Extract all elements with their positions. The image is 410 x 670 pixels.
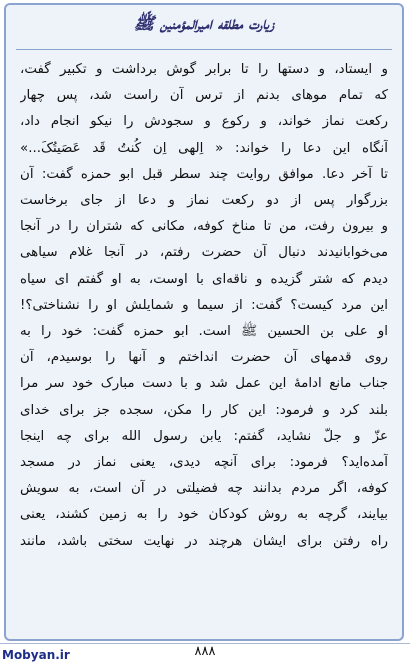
text-line: بیایند، گرچه به روش کودکان خود را به زمین کشند، یعنی: [20, 507, 388, 523]
text-line: آنگاه این دعا را خواند: « اِلهی اِن کُنتُ قَد عَصَیتُکَ...»: [20, 140, 388, 156]
text-line: راه رفتن برای ایشان هرچند در نهایت سختی باشد، مانند: [20, 533, 388, 549]
text-line: می‌خوابانیدند دنبال آن حضرت رفتم، در آنجا غلام سیاهی: [20, 245, 388, 261]
text-line: بلند کرد و فرمود: این کار را مکن، سجده جز برای خدای: [20, 402, 388, 418]
text-line: عزّ و جلّ نشاید، گفتم: یابن رسول الله برای چه اینجا: [20, 428, 388, 444]
text-line: کوفه، اگر مردم بدانند چه فضیلتی در آن است، به سویش: [20, 481, 388, 497]
text-line: روی قدمهای آن حضرت انداختم و آنها را بوسیدم، آن: [20, 350, 388, 366]
text-line: او علی بن الحسین ﷺ است. ابو حمزه گفت: خود را به: [20, 324, 388, 340]
text-line: رکعت نماز خواند، و رکوع و سجودش را نیکو انجام داد،: [20, 114, 388, 130]
text-line: بزرگوار پس از دو رکعت نماز و دعا از جای برخاست: [20, 193, 388, 209]
site-watermark: Mobyan.ir: [2, 648, 70, 662]
text-line: و بیرون رفت، من تا مناخ کوفه، مکانی که شتران را در آنجا: [20, 219, 388, 235]
text-line: آمده‌اید؟ فرمود: برای آنچه دیدی، یعنی نماز در مسجد: [20, 455, 388, 471]
text-line: تا آخر دعا. موافق روایت چند سطر قبل ابو حمزه گفت: آن: [20, 166, 388, 182]
body-text: [20, 57, 388, 555]
text-line: این مرد کیست؟ گفت: از سیما و شمایلش او را نشناختی؟!: [20, 297, 388, 313]
text-line: دیدم که شتر گزیده و ناقه‌ای با اوست، به او گفتم ای سیاه: [20, 271, 388, 287]
header-title: زیارت مطلقه امیرالمؤمنین ﷺ: [133, 14, 275, 34]
page-number: ۸۸۸: [194, 644, 216, 659]
text-line: جناب مانع ادامهٔ این عمل شد و با دست مبارک خود سر مرا: [20, 376, 388, 392]
text-line: که تمام موهای بدنم از ترس آن راست شد، پس چهار: [20, 88, 388, 104]
text-line: و ایستاد، و دستها را تا برابر گوش برداشت و تکبیر گفت،: [20, 62, 388, 77]
page-frame: [4, 3, 404, 641]
header-divider: [16, 49, 392, 50]
